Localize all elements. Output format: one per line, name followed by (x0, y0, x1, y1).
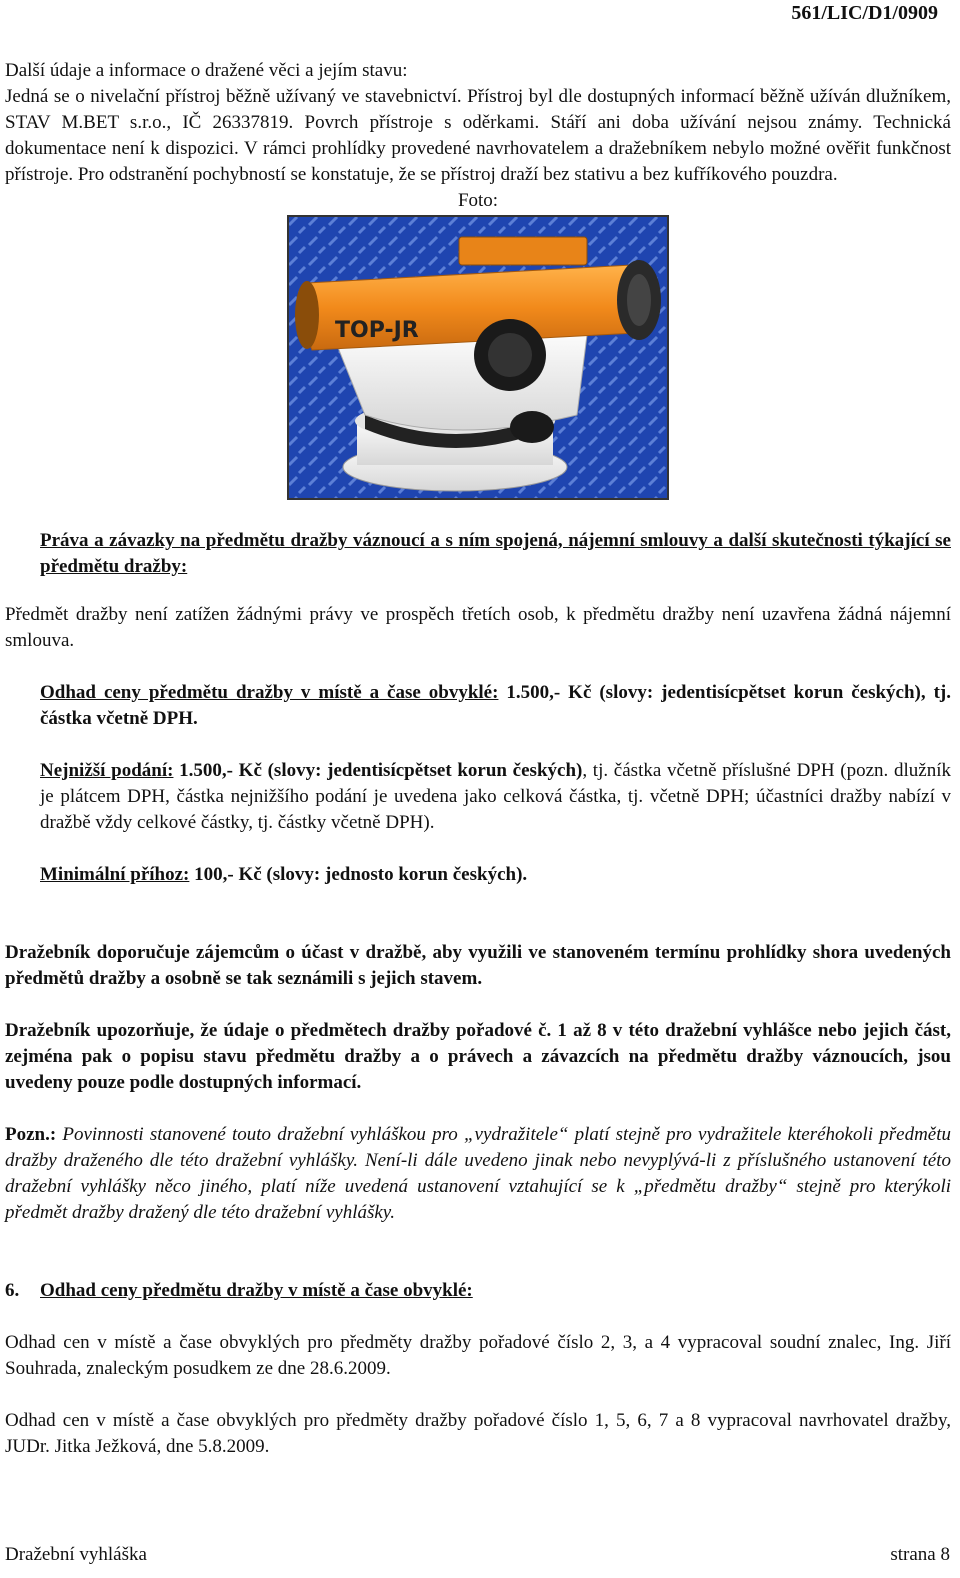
min-increment-value: 100,- Kč (slovy: jednosto korun českých). (189, 864, 528, 885)
document-body (5, 58, 951, 1460)
lowest-bid-value: 1.500,- Kč (slovy: jedentisícpětset korun českých) (173, 760, 583, 781)
note-label: Pozn.: (5, 1124, 57, 1145)
recommendation-text: Dražebník doporučuje zájemcům o účast v dražbě, aby využili ve stanoveném termínu prohlídky shora uvedených předmětů dražby a osobně se tak seznámili s jejich stavem. (5, 942, 951, 989)
section-6-title: Odhad ceny předmětu dražby v místě a čase obvyklé: (40, 1280, 473, 1301)
warning-text: Dražebník upozorňuje, že údaje o předmětech dražby pořadové č. 1 až 8 v této dražební vyhlášce nebo jejich část, zejména pak o popisu stavu předmětu dražby a o právech a závazcích na předmětu dražby váznoucích, jsou uvedeny pouze podle dostupných informací. (5, 1020, 951, 1093)
section-6-paragraph-2: Odhad cen v místě a čase obvyklých pro předměty dražby pořadové číslo 1, 5, 6, 7 a 8 vypracoval navrhovatel dražby, JUDr. Jitka Ježková, dne 5.8.2009. (5, 1410, 951, 1457)
valuation-value: 1.500,- Kč (slovy: jedentisícpětset korun českých), tj. částka včetně DPH. (40, 682, 951, 729)
info-text: Jedná se o nivelační přístroj běžně užívaný ve stavebnictví. Přístroj byl dle dostupných informací běžně užíván dlužníkem, STAV M.BET s.r.o., IČ 26337819. Povrch přístroje s oděrkami. Stáří ani doba užívání nejsou známy. Technická dokumentace není k dispozici. V rámci prohlídky provedené navrhovatelem a dražebníkem nebylo možné ověřit funkčnost přístroje. Pro odstranění pochybností se konstatuje, že se přístroj draží bez stativu a bez kufříkového pouzdra. (5, 86, 951, 185)
footer-page-number: strana 8 (890, 1544, 950, 1565)
level-instrument-photo (287, 215, 669, 500)
note-paragraph (5, 1122, 951, 1226)
section-6-paragraph-1: Odhad cen v místě a čase obvyklých pro předměty dražby pořadové číslo 2, 3, a 4 vypracoval soudní znalec, Ing. Jiří Souhrada, znaleckým posudkem ze dne 28.6.2009. (5, 1332, 951, 1379)
valuation-line (5, 680, 951, 732)
footer-document-title: Dražební vyhláška (5, 1544, 147, 1565)
document-id: 561/LIC/D1/0909 (791, 2, 938, 24)
lowest-bid-note: , tj. částka včetně příslušné DPH (pozn. dlužník je plátcem DPH, částka nejnižšího podání je uvedena jako celková částka, tj. včetně DPH; účastníci dražby nabízí v dražbě vždy celkové částky, tj. částky včetně DPH). (40, 760, 951, 833)
info-heading: Další údaje a informace o dražené věci a jejím stavu: (5, 60, 408, 81)
section-6-number: 6. (5, 1280, 20, 1301)
rights-text: Předmět dražby není zatížen žádnými právy ve prospěch třetích osob, k předmětu dražby není uzavřena žádná nájemní smlouva. (5, 604, 951, 651)
note-text: Povinnosti stanovené touto dražební vyhláškou pro „vydražitele“ platí stejně pro vydražitele kteréhokoli předmětu dražby draženého dle této dražební vyhlášky. Není-li dále uvedeno jinak nebo nevyplývá-li z příslušného ustanovení této dražební vyhlášky něco jiného, platí níže uvedená ustanovení vztahující se k „předmětu dražby“ stejně pro kterýkoli předmět dražby dražený dle této dražební vyhlášky. (5, 1124, 951, 1223)
rights-heading: Práva a závazky na předmětu dražby váznoucí a s ním spojená, nájemní smlouvy a další skutečnosti týkající se předmětu dražby: (40, 530, 951, 577)
photo-brand-label: TOP-JR (335, 318, 419, 343)
min-increment-label: Minimální příhoz: (40, 864, 190, 885)
lowest-bid-line (5, 758, 951, 836)
section-6-heading (5, 1278, 951, 1304)
foto-label: Foto: (457, 190, 499, 211)
lowest-bid-label: Nejnižší podání: (40, 760, 174, 781)
valuation-label: Odhad ceny předmětu dražby v místě a čase obvyklé: (40, 682, 499, 703)
min-increment-line (5, 862, 951, 888)
